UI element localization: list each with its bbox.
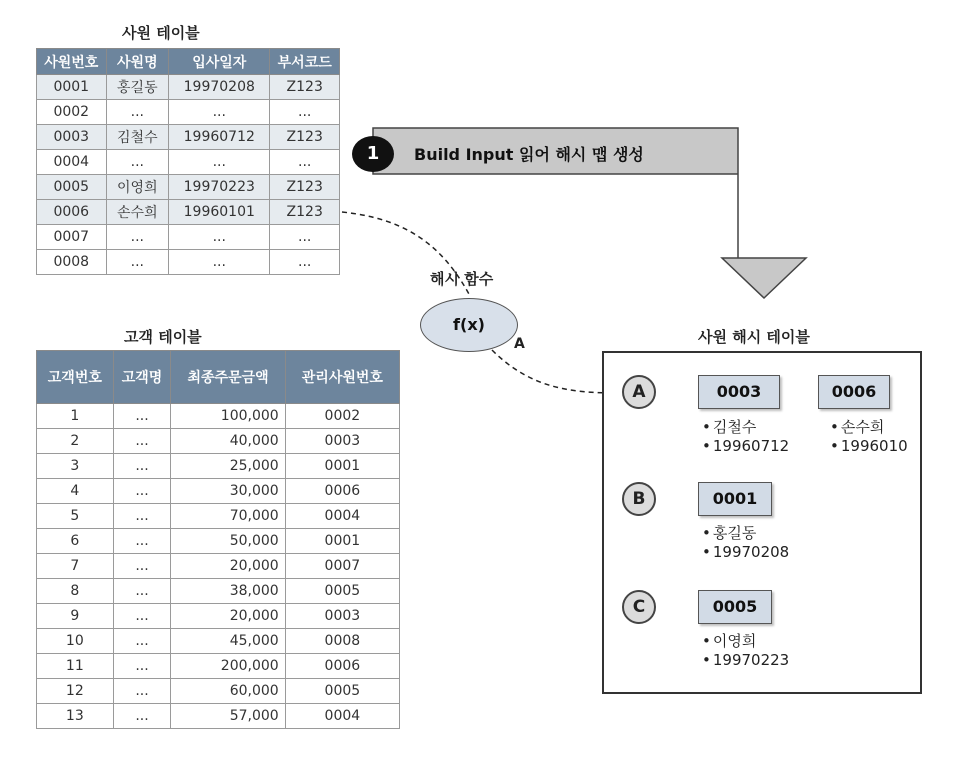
customer-id-cell: 6: [37, 529, 114, 554]
customer-manager-cell: 0006: [285, 479, 399, 504]
employee-name-cell: 김철수: [106, 125, 169, 150]
customer-manager-cell: 0003: [285, 429, 399, 454]
customer-table-title: 고객 테이블: [124, 328, 202, 346]
employee-name-cell: 이영희: [106, 175, 169, 200]
employee-hire-date-cell: 19970208: [169, 75, 270, 100]
hash-node-0005-info: [702, 632, 789, 670]
customer-id-cell: 3: [37, 454, 114, 479]
customer-amount-cell: 20,000: [171, 604, 285, 629]
customer-id-cell: 10: [37, 629, 114, 654]
employee-hire-date-cell: ...: [169, 150, 270, 175]
customer-amount-cell: 70,000: [171, 504, 285, 529]
customer-col-id-header: 고객번호: [37, 351, 114, 404]
hash-node-0006: 0006: [818, 375, 890, 409]
customer-name-cell: ...: [113, 654, 171, 679]
employee-dept-cell: Z123: [270, 75, 340, 100]
customer-name-cell: ...: [113, 679, 171, 704]
customer-amount-cell: 57,000: [171, 704, 285, 729]
employee-name-cell: ...: [106, 250, 169, 275]
customer-manager-cell: 0006: [285, 654, 399, 679]
employee-id-cell: 0006: [37, 200, 107, 225]
customer-id-cell: 12: [37, 679, 114, 704]
customer-manager-cell: 0008: [285, 629, 399, 654]
hash-node-0003-name: • 김철수: [702, 418, 789, 437]
step-number-badge: 1: [352, 136, 394, 172]
employee-col-id-header: 사원번호: [37, 49, 107, 75]
customer-name-cell: ...: [113, 629, 171, 654]
bucket-a-key: A: [622, 375, 656, 409]
customer-manager-cell: 0004: [285, 504, 399, 529]
hash-node-0005-date: • 19970223: [702, 651, 789, 670]
hash-node-0003-date: • 19960712: [702, 437, 789, 456]
customer-name-cell: ...: [113, 404, 171, 429]
employee-name-cell: ...: [106, 150, 169, 175]
employee-dept-cell: ...: [270, 250, 340, 275]
path-a-label: A: [514, 336, 525, 352]
customer-amount-cell: 100,000: [171, 404, 285, 429]
employee-id-cell: 0001: [37, 75, 107, 100]
hash-node-0003: 0003: [698, 375, 780, 409]
customer-amount-cell: 50,000: [171, 529, 285, 554]
employee-name-cell: ...: [106, 225, 169, 250]
customer-col-name-header: 고객명: [113, 351, 171, 404]
customer-name-cell: ...: [113, 704, 171, 729]
employee-id-cell: 0005: [37, 175, 107, 200]
employee-dept-cell: Z123: [270, 125, 340, 150]
customer-amount-cell: 20,000: [171, 554, 285, 579]
hash-node-0006-date: • 1996010: [830, 437, 908, 456]
customer-name-cell: ...: [113, 504, 171, 529]
customer-manager-cell: 0005: [285, 679, 399, 704]
customer-manager-cell: 0001: [285, 529, 399, 554]
customer-manager-cell: 0003: [285, 604, 399, 629]
customer-id-cell: 8: [37, 579, 114, 604]
customer-name-cell: ...: [113, 604, 171, 629]
customer-manager-cell: 0004: [285, 704, 399, 729]
customer-id-cell: 4: [37, 479, 114, 504]
employee-id-cell: 0003: [37, 125, 107, 150]
customer-amount-cell: 30,000: [171, 479, 285, 504]
employee-hire-date-cell: ...: [169, 100, 270, 125]
customer-amount-cell: 40,000: [171, 429, 285, 454]
employee-hire-date-cell: 19960712: [169, 125, 270, 150]
employee-id-cell: 0002: [37, 100, 107, 125]
employee-id-cell: 0007: [37, 225, 107, 250]
customer-name-cell: ...: [113, 429, 171, 454]
customer-id-cell: 11: [37, 654, 114, 679]
employee-dept-cell: ...: [270, 150, 340, 175]
employee-col-hire-date-header: 입사일자: [169, 49, 270, 75]
customer-manager-cell: 0002: [285, 404, 399, 429]
hash-node-0001-info: [702, 524, 789, 562]
employee-dept-cell: Z123: [270, 175, 340, 200]
hash-node-0001-date: • 19970208: [702, 543, 789, 562]
hash-node-0006-name: • 손수희: [830, 418, 908, 437]
employee-id-cell: 0008: [37, 250, 107, 275]
employee-name-cell: ...: [106, 100, 169, 125]
customer-id-cell: 9: [37, 604, 114, 629]
step-label: Build Input 읽어 해시 맵 생성: [414, 145, 644, 164]
customer-name-cell: ...: [113, 454, 171, 479]
customer-id-cell: 1: [37, 404, 114, 429]
employee-hire-date-cell: ...: [169, 250, 270, 275]
hash-node-0001: 0001: [698, 482, 772, 516]
employee-name-cell: 손수희: [106, 200, 169, 225]
employee-dept-cell: ...: [270, 225, 340, 250]
customer-name-cell: ...: [113, 579, 171, 604]
employee-col-name-header: 사원명: [106, 49, 169, 75]
customer-name-cell: ...: [113, 479, 171, 504]
customer-manager-cell: 0005: [285, 579, 399, 604]
employee-hire-date-cell: 19970223: [169, 175, 270, 200]
hash-node-0006-info: [830, 418, 908, 456]
hash-function-label: 해시 함수: [430, 270, 494, 288]
hash-table-title: 사원 해시 테이블: [698, 328, 810, 346]
employee-name-cell: 홍길동: [106, 75, 169, 100]
employee-hire-date-cell: ...: [169, 225, 270, 250]
customer-amount-cell: 45,000: [171, 629, 285, 654]
employee-dept-cell: Z123: [270, 200, 340, 225]
hash-node-0005-name: • 이영희: [702, 632, 789, 651]
bucket-c-key: C: [622, 590, 656, 624]
hash-node-0005: 0005: [698, 590, 772, 624]
hash-function-node: f(x): [420, 298, 518, 352]
customer-col-manager-header: 관리사원번호: [285, 351, 399, 404]
customer-id-cell: 2: [37, 429, 114, 454]
customer-amount-cell: 38,000: [171, 579, 285, 604]
employee-dept-cell: ...: [270, 100, 340, 125]
dashed-link-to-bucket-a: [492, 350, 618, 393]
employee-id-cell: 0004: [37, 150, 107, 175]
customer-manager-cell: 0007: [285, 554, 399, 579]
hash-node-0001-name: • 홍길동: [702, 524, 789, 543]
customer-name-cell: ...: [113, 554, 171, 579]
bucket-b-key: B: [622, 482, 656, 516]
customer-amount-cell: 60,000: [171, 679, 285, 704]
employee-hire-date-cell: 19960101: [169, 200, 270, 225]
employee-table-title: 사원 테이블: [122, 24, 200, 42]
customer-id-cell: 5: [37, 504, 114, 529]
customer-id-cell: 13: [37, 704, 114, 729]
hash-node-0003-info: [702, 418, 789, 456]
customer-amount-cell: 25,000: [171, 454, 285, 479]
customer-name-cell: ...: [113, 529, 171, 554]
customer-amount-cell: 200,000: [171, 654, 285, 679]
employee-col-dept-header: 부서코드: [270, 49, 340, 75]
customer-col-amount-header: 최종주문금액: [171, 351, 285, 404]
customer-manager-cell: 0001: [285, 454, 399, 479]
customer-id-cell: 7: [37, 554, 114, 579]
